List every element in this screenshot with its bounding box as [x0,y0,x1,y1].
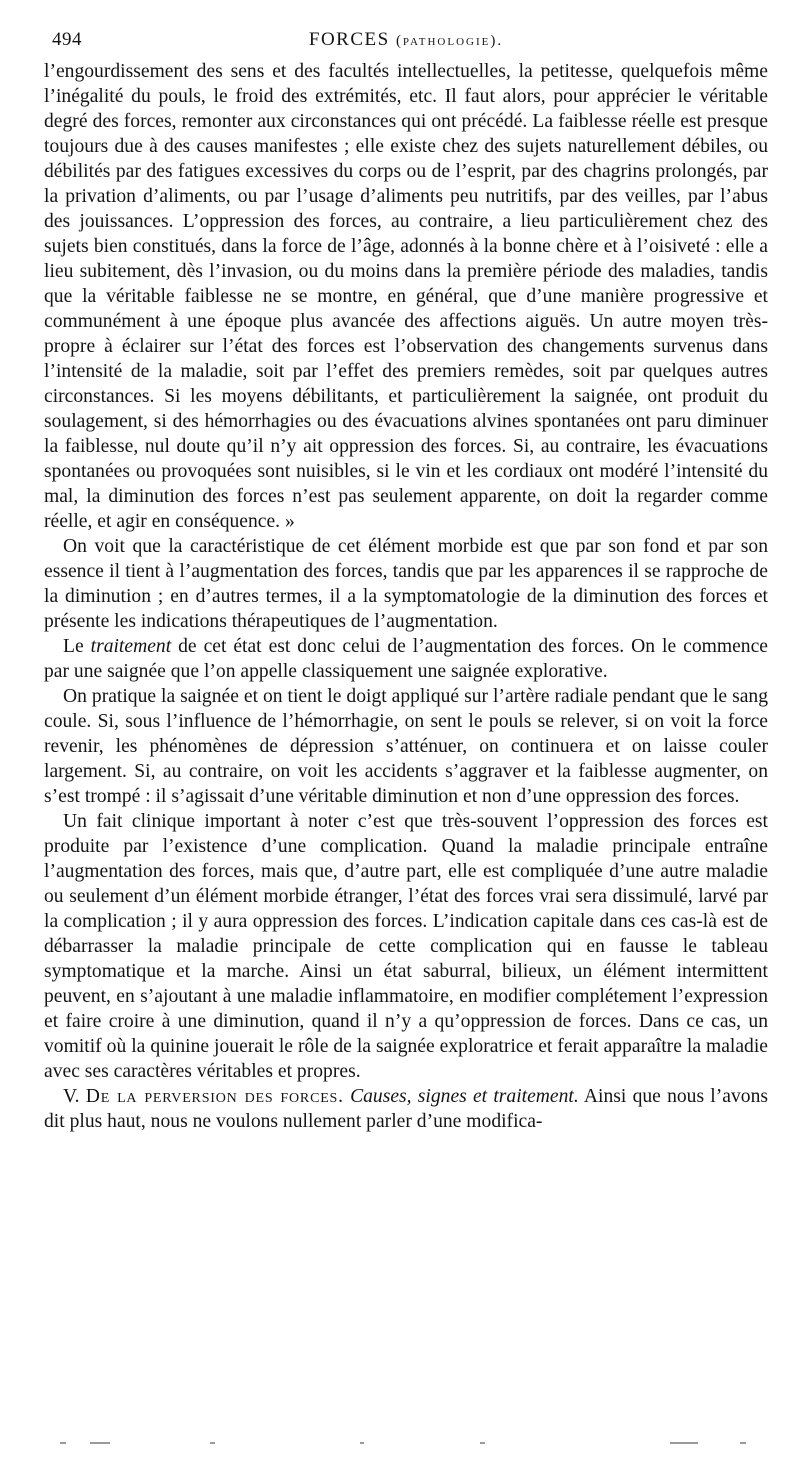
treatment-lead: Le [63,636,91,657]
treatment-emphasis: traitement [90,636,172,657]
speck [60,1442,66,1444]
book-page [44,26,768,1134]
section-subtitle: Causes, signes et traitement. [350,1086,579,1107]
paragraph-treatment [44,634,768,684]
running-header [44,26,768,54]
footer-print-specks [60,1442,760,1448]
running-title [44,26,768,55]
running-title-main: FORCES [308,29,390,50]
speck [480,1442,485,1444]
treatment-rest: de cet état est donc celui de l’augmentation des forces. On le commence par une saignée que l’on appelle classiquement une saignée explorative. [44,636,768,682]
paragraph-characteristic: On voit que la caractéristique de cet élément morbide est que par son fond et par son essence il tient à l’augmentation des forces, tandis que par les apparences il se rapproche de la diminution ; en d’autres termes, il a la symptomatologie de la diminution des forces et présente les indications thérapeutiques de l’augmentation. [44,536,768,632]
speck [670,1442,698,1444]
section-numeral: V. [63,1086,80,1107]
paragraph-quote-continuation: l’engourdissement des sens et des facultés intellectuelles, la petitesse, quelquefois même l’inégalité du pouls, le froid des extrémités, etc. Il faut alors, pour apprécier le véritable degré des forces, remonter aux circonstances qui ont précédé. La faiblesse réelle est presque toujours due à des causes manifestes ; elle existe chez des sujets naturellement débiles, ou débilités par des fatigues excessives du corps ou de l’esprit, par des chagrins prolongés, par la privation d’aliments, ou par l’usage d’aliments peu nutritifs, par des veilles, par l’abus des jouissances. L’oppression des forces, au contraire, a lieu particulièrement chez des sujets bien constitués, dans la force de l’âge, adonnés à la bonne chère et à l’oisiveté : elle a lieu subitement, dès l’invasion, ou du moins dans la première période des maladies, tandis que la véritable faiblesse ne se montre, en général, que d’une manière progressive et communément à une époque plus avancée des affections aiguës. Un autre moyen très-propre à éclairer sur l’état des forces est l’observation des changements survenus dans l’intensité de la maladie, soit par l’effet des premiers remèdes, soit par quelques autres circonstances. Si les moyens débilitants, et particulièrement la saignée, ont produit du soulagement, si des hémorrhagies ou des évacuations alvines spontanées ont paru diminuer la faiblesse, nul doute qu’il n’y ait oppression des forces. Si, au contraire, les évacuations spontanées ou provoquées sont nuisibles, si le vin et les cordiaux ont modéré l’intensité du mal, la diminution des forces n’est pas seulement apparente, on doit la regarder comme réelle, et agir en conséquence. » [44,61,768,532]
speck [210,1442,215,1444]
paragraph-section-v [44,1084,768,1134]
page-number: 494 [52,29,82,50]
paragraph-complication: Un fait clinique important à noter c’est que très-souvent l’oppression des forces est produite par l’existence d’une complication. Quand la maladie principale entraîne l’augmentation des forces, mais que, d’autre part, elle est compliquée d’une autre maladie ou seulement d’un élément morbide étranger, l’état des forces vrai sera dissimulé, larvé par la complication ; il y aura oppression des forces. L’indication capitale dans ces cas-là est de débarrasser la maladie principale de cette complication qui en fausse le tableau symptomatique et la marche. Ainsi un état saburral, bilieux, un élément intermittent peuvent, en s’ajoutant à une maladie inflammatoire, en modifier complétement l’expression et faire croire à une diminution, quand il n’y a qu’oppression de forces. Dans ce cas, un vomitif où la quinine jouerait le rôle de la saignée exploratrice et ferait apparaître la maladie avec ses caractères véritables et propres. [44,811,768,1082]
body-text [44,59,768,1134]
running-title-subtitle: (pathologie). [395,33,504,49]
speck [90,1442,110,1444]
section-v-text: Ainsi que nous l’avons dit plus haut, nous ne voulons nullement parler d’une modifica- [44,1086,768,1132]
speck [360,1442,364,1444]
speck [740,1442,746,1444]
section-heading: De la perversion des forces. [85,1086,344,1107]
paragraph-explorative-bleeding: On pratique la saignée et on tient le doigt appliqué sur l’artère radiale pendant que le sang coule. Si, sous l’influence de l’hémorrhagie, on sent le pouls se relever, si on voit la force revenir, les phénomènes de dépression s’atténuer, on continuera et on laisse couler largement. Si, au contraire, on voit les accidents s’aggraver et la faiblesse augmenter, on s’est trompé : il s’agissait d’une véritable diminution et non d’une oppression des forces. [44,686,768,807]
